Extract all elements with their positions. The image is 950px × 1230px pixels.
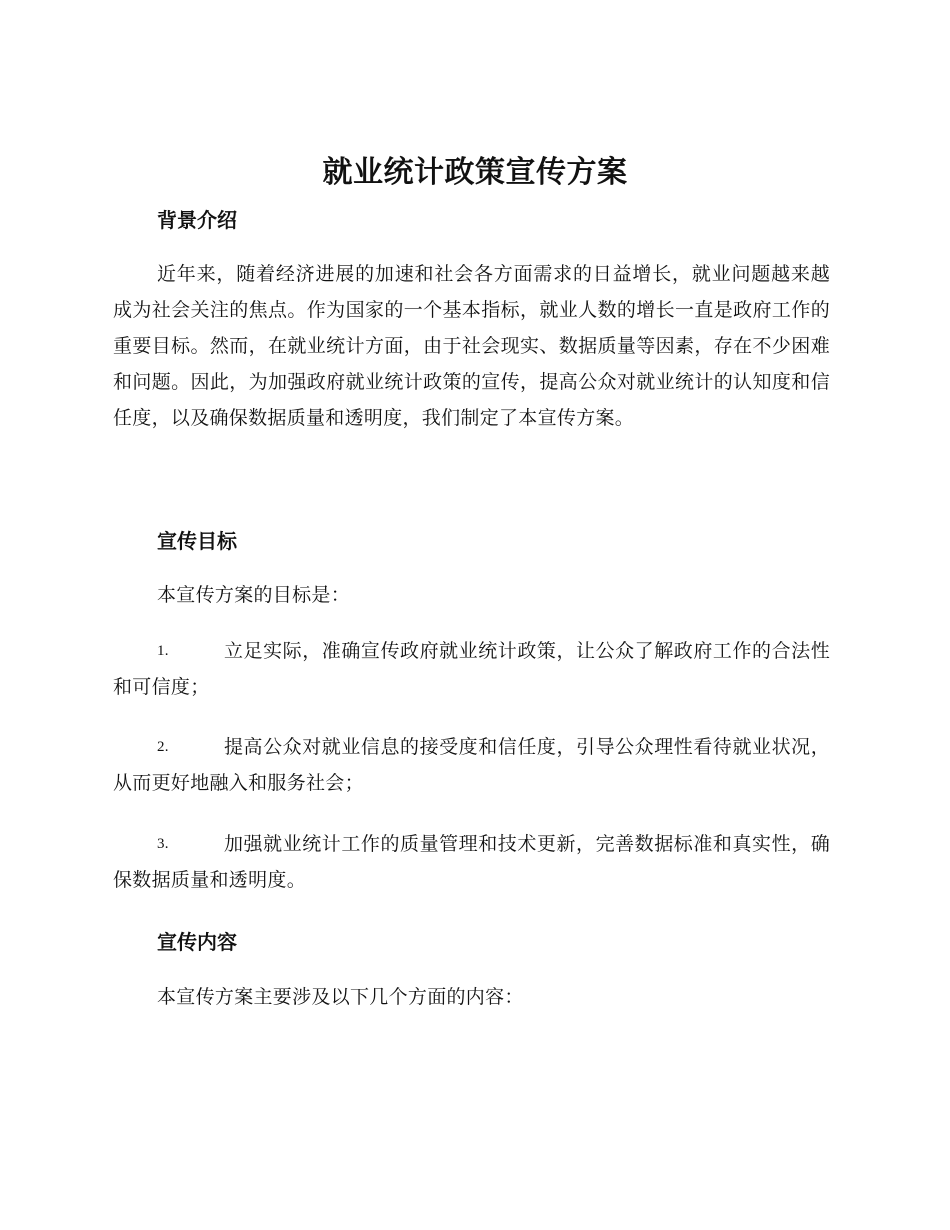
document-title: 就业统计政策宣传方案 bbox=[322, 155, 628, 190]
goal-item-1 bbox=[113, 633, 830, 705]
section-heading-content: 宣传内容 bbox=[157, 930, 237, 954]
section-heading-goals: 宣传目标 bbox=[157, 529, 237, 553]
goal-item-number: 3. bbox=[157, 836, 169, 852]
section-heading-background: 背景介绍 bbox=[157, 208, 237, 232]
goal-item-number: 2. bbox=[157, 739, 169, 755]
goal-item-number: 1. bbox=[157, 643, 169, 659]
background-paragraph: 近年来，随着经济进展的加速和社会各方面需求的日益增长，就业问题越来越成为社会关注的焦点。作为国家的一个基本指标，就业人数的增长一直是政府工作的重要目标。然而，在就业统计方面，由于社会现实、数据质量等因素，存在不少困难和问题。因此，为加强政府就业统计政策的宣传，提高公众对就业统计的认知度和信任度，以及确保数据质量和透明度，我们制定了本宣传方案。 bbox=[113, 263, 830, 429]
goals-intro: 本宣传方案的目标是： bbox=[157, 584, 351, 606]
goal-item-text: 加强就业统计工作的质量管理和技术更新，完善数据标准和真实性，确保数据质量和透明度。 bbox=[113, 833, 830, 891]
goal-item-text: 立足实际，准确宣传政府就业统计政策，让公众了解政府工作的合法性和可信度； bbox=[113, 640, 830, 698]
content-intro: 本宣传方案主要涉及以下几个方面的内容： bbox=[157, 986, 524, 1008]
goal-item-3 bbox=[113, 826, 830, 898]
goal-item-text: 提高公众对就业信息的接受度和信任度，引导公众理性看待就业状况，从而更好地融入和服务社会； bbox=[113, 736, 830, 794]
goal-item-2 bbox=[113, 729, 830, 801]
